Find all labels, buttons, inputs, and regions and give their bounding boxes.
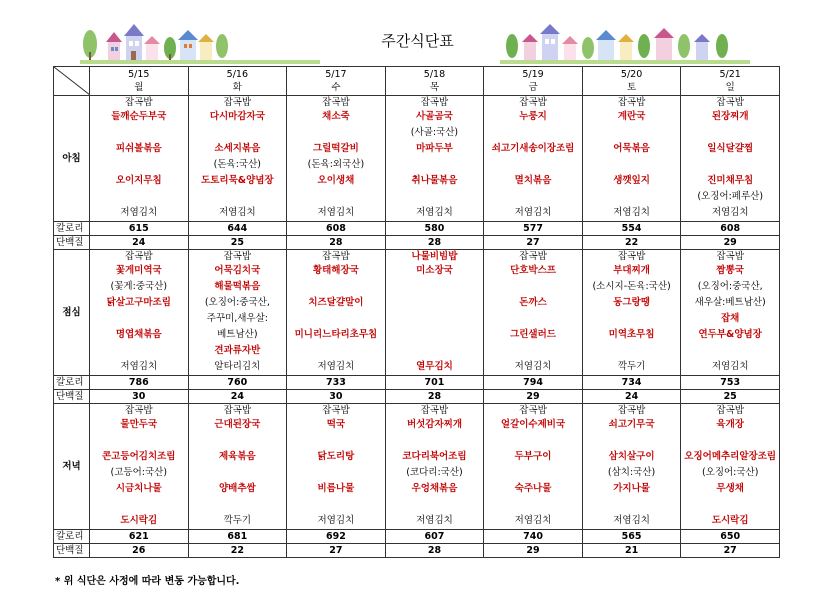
menu-item: 오이생채 bbox=[317, 175, 355, 186]
protein-value: 30 bbox=[287, 390, 386, 404]
menu-item bbox=[484, 157, 582, 173]
meal-label: 아침 bbox=[54, 96, 90, 222]
menu-cell bbox=[188, 250, 287, 376]
menu-item: 어묵김치국 bbox=[214, 265, 261, 276]
menu-item bbox=[189, 497, 287, 513]
menu-item: 저염김치 bbox=[514, 361, 552, 372]
day-header bbox=[681, 67, 780, 96]
menu-item bbox=[386, 295, 484, 311]
menu-item: (오징어:페루산) bbox=[697, 191, 764, 202]
calories-label: 칼로리 bbox=[54, 376, 90, 390]
menu-item bbox=[189, 125, 287, 141]
menu-item: 알타리김치 bbox=[214, 361, 261, 372]
menu-item: 멸치볶음 bbox=[514, 175, 552, 186]
menu-item: (오징어:중국산, bbox=[204, 297, 270, 308]
menu-item: 저염김치 bbox=[317, 361, 355, 372]
menu-item: 들깨순두부국 bbox=[111, 111, 167, 122]
menu-item: 저염김치 bbox=[711, 207, 749, 218]
menu-item bbox=[484, 311, 582, 327]
menu-item: 깍두기 bbox=[223, 515, 252, 526]
menu-item: 잡곡밥 bbox=[322, 251, 350, 262]
menu-item: 명엽채볶음 bbox=[115, 329, 162, 340]
menu-item bbox=[583, 343, 681, 359]
menu-cell bbox=[681, 250, 780, 376]
menu-item: 근대된장국 bbox=[214, 419, 261, 430]
meal-label: 점심 bbox=[54, 250, 90, 376]
meal-row bbox=[54, 404, 780, 530]
menu-item: 잡곡밥 bbox=[125, 405, 153, 416]
menu-item: 얼갈이수제비국 bbox=[500, 419, 566, 430]
menu-item bbox=[287, 497, 385, 513]
menu-item bbox=[583, 157, 681, 173]
menu-item bbox=[386, 279, 484, 295]
menu-item: (소시지-돈육:국산) bbox=[592, 281, 671, 292]
menu-item: 계란국 bbox=[617, 111, 646, 122]
menu-cell bbox=[681, 404, 780, 530]
menu-item: 쇠고기새송이장조림 bbox=[491, 143, 575, 154]
menu-item: 도시락김 bbox=[711, 515, 749, 526]
menu-item: 주꾸미,새우살: bbox=[206, 313, 268, 324]
day-date: 5/20 bbox=[620, 69, 643, 80]
menu-item: 치즈달걀말이 bbox=[308, 297, 364, 308]
menu-item: 단호박스프 bbox=[510, 265, 556, 276]
menu-item bbox=[583, 125, 681, 141]
menu-item: 떡국 bbox=[326, 419, 346, 430]
menu-item: 연두부&양념장 bbox=[698, 329, 762, 340]
menu-item: 잡곡밥 bbox=[519, 251, 547, 262]
menu-item: 저염김치 bbox=[711, 361, 749, 372]
menu-item bbox=[681, 125, 779, 141]
menu-item bbox=[484, 465, 582, 481]
menu-item: 오징어메추리알장조림 bbox=[684, 451, 777, 462]
menu-cell bbox=[484, 404, 583, 530]
menu-item: 새우살:베트남산) bbox=[694, 297, 766, 308]
calories-value: 692 bbox=[287, 530, 386, 544]
menu-item: 잡곡밥 bbox=[223, 251, 252, 262]
calories-value: 565 bbox=[582, 530, 681, 544]
menu-item: 도토리묵&양념장 bbox=[201, 175, 274, 186]
calories-row bbox=[54, 530, 780, 544]
menu-item: 잡곡밥 bbox=[420, 405, 449, 416]
menu-item bbox=[484, 125, 582, 141]
menu-item: 해물떡볶음 bbox=[214, 281, 261, 292]
menu-item: 미소장국 bbox=[416, 265, 453, 276]
menu-item: (오징어:국산) bbox=[701, 467, 759, 478]
menu-item bbox=[287, 465, 385, 481]
protein-value: 27 bbox=[287, 544, 386, 558]
menu-item: 잡곡밥 bbox=[223, 97, 252, 108]
menu-item bbox=[484, 497, 582, 513]
protein-value: 29 bbox=[681, 236, 780, 250]
menu-item bbox=[90, 189, 188, 205]
menu-item: 일식달걀찜 bbox=[707, 143, 754, 154]
menu-item: 삼치살구이 bbox=[608, 451, 655, 462]
calories-value: 608 bbox=[287, 222, 386, 236]
protein-value: 29 bbox=[484, 544, 583, 558]
menu-item bbox=[583, 311, 681, 327]
menu-item: 저염김치 bbox=[514, 515, 552, 526]
day-header bbox=[582, 67, 681, 96]
menu-item: 저염김치 bbox=[317, 515, 355, 526]
menu-item: 동그랑땡 bbox=[613, 297, 650, 308]
day-weekday: 화 bbox=[232, 82, 242, 93]
menu-item bbox=[583, 497, 681, 513]
menu-item: 물만두국 bbox=[120, 419, 158, 430]
day-date: 5/21 bbox=[719, 69, 741, 80]
menu-item: 잡곡밥 bbox=[125, 97, 153, 108]
menu-item: 도시락김 bbox=[120, 515, 158, 526]
menu-item bbox=[90, 157, 188, 173]
day-weekday: 월 bbox=[134, 82, 144, 93]
menu-item: 열무김치 bbox=[416, 361, 453, 372]
protein-label: 단백질 bbox=[54, 236, 90, 250]
menu-item: 비름나물 bbox=[317, 483, 355, 494]
menu-item: 닭살고구마조림 bbox=[106, 297, 171, 308]
calories-value: 621 bbox=[90, 530, 189, 544]
protein-value: 24 bbox=[188, 390, 287, 404]
protein-value: 22 bbox=[188, 544, 287, 558]
menu-item: 잡곡밥 bbox=[716, 251, 744, 262]
menu-item bbox=[386, 327, 484, 343]
meal-label: 저녁 bbox=[54, 404, 90, 530]
protein-value: 24 bbox=[582, 390, 681, 404]
menu-item: 잡채 bbox=[721, 313, 740, 324]
day-header bbox=[385, 67, 484, 96]
menu-cell bbox=[582, 96, 681, 222]
menu-item bbox=[386, 343, 484, 359]
menu-item: 육개장 bbox=[716, 419, 744, 430]
menu-item: 그린샐러드 bbox=[510, 329, 556, 340]
menu-item: 어묵볶음 bbox=[613, 143, 650, 154]
menu-item: (오징어:중국산, bbox=[697, 281, 763, 292]
menu-item bbox=[189, 433, 287, 449]
menu-item: 깍두기 bbox=[617, 361, 646, 372]
menu-item: 무생채 bbox=[716, 483, 744, 494]
menu-item bbox=[583, 189, 681, 205]
menu-item: 마파두부 bbox=[416, 143, 453, 154]
menu-item bbox=[386, 497, 484, 513]
protein-label: 단백질 bbox=[54, 544, 90, 558]
menu-item: 저염김치 bbox=[416, 207, 453, 218]
protein-value: 28 bbox=[385, 236, 484, 250]
menu-item: 베트남산) bbox=[217, 329, 258, 340]
menu-item bbox=[484, 343, 582, 359]
menu-item: 생깻잎지 bbox=[613, 175, 650, 186]
menu-item bbox=[90, 311, 188, 327]
menu-item: (돈육:외국산) bbox=[307, 159, 365, 170]
protein-row bbox=[54, 544, 780, 558]
menu-cell bbox=[188, 96, 287, 222]
menu-item bbox=[484, 433, 582, 449]
menu-item: 오이지무침 bbox=[115, 175, 162, 186]
protein-row bbox=[54, 390, 780, 404]
protein-value: 29 bbox=[484, 390, 583, 404]
menu-item bbox=[583, 433, 681, 449]
menu-item: 잡곡밥 bbox=[322, 405, 350, 416]
menu-item: 저염김치 bbox=[120, 207, 158, 218]
menu-item: 잡곡밥 bbox=[617, 251, 646, 262]
calories-value: 608 bbox=[681, 222, 780, 236]
menu-item: 짬뽕국 bbox=[716, 265, 744, 276]
day-date: 5/15 bbox=[128, 69, 150, 80]
day-weekday: 토 bbox=[627, 82, 637, 93]
calories-value: 734 bbox=[582, 376, 681, 390]
menu-item: (사골:국산) bbox=[410, 127, 459, 138]
day-header bbox=[188, 67, 287, 96]
menu-item: 버섯감자찌개 bbox=[406, 419, 462, 430]
calories-value: 786 bbox=[90, 376, 189, 390]
calories-value: 554 bbox=[582, 222, 681, 236]
weekly-menu-table bbox=[53, 66, 780, 558]
day-weekday: 목 bbox=[429, 82, 440, 93]
menu-item bbox=[386, 433, 484, 449]
menu-item bbox=[287, 433, 385, 449]
menu-item bbox=[90, 433, 188, 449]
menu-item: (돈육:국산) bbox=[213, 159, 261, 170]
protein-value: 22 bbox=[582, 236, 681, 250]
menu-cell bbox=[90, 96, 189, 222]
menu-cell bbox=[385, 96, 484, 222]
menu-item: 사골곰국 bbox=[416, 111, 453, 122]
protein-value: 27 bbox=[681, 544, 780, 558]
menu-item: (삼치:국산) bbox=[607, 467, 656, 478]
menu-item: 쇠고기무국 bbox=[608, 419, 655, 430]
menu-item bbox=[386, 157, 484, 173]
menu-cell bbox=[484, 250, 583, 376]
menu-item bbox=[189, 465, 287, 481]
menu-item bbox=[484, 189, 582, 205]
menu-item bbox=[287, 279, 385, 295]
menu-item bbox=[90, 497, 188, 513]
calories-value: 681 bbox=[188, 530, 287, 544]
menu-item bbox=[287, 311, 385, 327]
menu-item: 된장찌개 bbox=[711, 111, 749, 122]
menu-item: 잡곡밥 bbox=[617, 405, 646, 416]
menu-item: (고등어:국산) bbox=[110, 467, 168, 478]
day-weekday: 수 bbox=[331, 82, 341, 93]
menu-item: 저염김치 bbox=[317, 207, 355, 218]
menu-item bbox=[484, 279, 582, 295]
menu-item bbox=[287, 125, 385, 141]
menu-item: 잡곡밥 bbox=[125, 251, 153, 262]
menu-item: 잡곡밥 bbox=[617, 97, 646, 108]
menu-cell bbox=[287, 404, 386, 530]
corner-cell bbox=[54, 67, 90, 96]
meal-row bbox=[54, 96, 780, 222]
menu-item bbox=[681, 343, 779, 359]
menu-item: 제육볶음 bbox=[218, 451, 256, 462]
protein-value: 28 bbox=[385, 390, 484, 404]
protein-value: 25 bbox=[681, 390, 780, 404]
calories-row bbox=[54, 222, 780, 236]
menu-item: (코다리:국산) bbox=[406, 467, 463, 478]
menu-item: 저염김치 bbox=[514, 207, 552, 218]
menu-item: 시금치나물 bbox=[115, 483, 162, 494]
menu-item: 콘고등어김치조림 bbox=[102, 451, 176, 462]
calories-value: 760 bbox=[188, 376, 287, 390]
menu-item: 숙주나물 bbox=[514, 483, 552, 494]
menu-item: 진미채무침 bbox=[707, 175, 754, 186]
page-title: 주간식단표 bbox=[381, 32, 454, 50]
footnote: * 위 식단은 사정에 따라 변동 가능합니다. bbox=[55, 576, 240, 587]
menu-item: 잡곡밥 bbox=[716, 97, 744, 108]
day-date: 5/17 bbox=[325, 69, 347, 80]
menu-item: 저염김치 bbox=[416, 515, 453, 526]
meal-row bbox=[54, 250, 780, 376]
menu-item: 잡곡밥 bbox=[519, 97, 547, 108]
menu-item: 채소죽 bbox=[322, 111, 350, 122]
menu-item: 저염김치 bbox=[613, 515, 650, 526]
menu-item bbox=[386, 189, 484, 205]
menu-cell bbox=[287, 96, 386, 222]
protein-label: 단백질 bbox=[54, 390, 90, 404]
calories-value: 580 bbox=[385, 222, 484, 236]
calories-value: 794 bbox=[484, 376, 583, 390]
protein-value: 28 bbox=[385, 544, 484, 558]
protein-value: 27 bbox=[484, 236, 583, 250]
menu-item: 코다리북어조림 bbox=[402, 451, 467, 462]
day-weekday: 금 bbox=[528, 82, 538, 93]
menu-item: 두부구이 bbox=[514, 451, 552, 462]
protein-value: 24 bbox=[90, 236, 189, 250]
protein-value: 25 bbox=[188, 236, 287, 250]
calories-value: 701 bbox=[385, 376, 484, 390]
menu-item bbox=[90, 343, 188, 359]
menu-item bbox=[681, 157, 779, 173]
menu-item: 취나물볶음 bbox=[411, 175, 458, 186]
menu-item: 저염김치 bbox=[613, 207, 650, 218]
menu-item bbox=[386, 311, 484, 327]
calories-row bbox=[54, 376, 780, 390]
menu-item: 돈까스 bbox=[519, 297, 547, 308]
menu-item bbox=[681, 497, 779, 513]
menu-cell bbox=[582, 404, 681, 530]
menu-item bbox=[681, 433, 779, 449]
menu-item bbox=[90, 125, 188, 141]
menu-item: 미니리느타리초무침 bbox=[294, 329, 378, 340]
menu-item bbox=[287, 189, 385, 205]
menu-item: 피쉬볼볶음 bbox=[115, 143, 162, 154]
protein-row bbox=[54, 236, 780, 250]
day-date: 5/18 bbox=[423, 69, 446, 80]
calories-label: 칼로리 bbox=[54, 530, 90, 544]
menu-item: 잡곡밥 bbox=[420, 97, 449, 108]
calories-value: 577 bbox=[484, 222, 583, 236]
menu-item: 꽃게미역국 bbox=[115, 265, 162, 276]
day-header bbox=[90, 67, 189, 96]
calories-value: 753 bbox=[681, 376, 780, 390]
calories-value: 650 bbox=[681, 530, 780, 544]
menu-item bbox=[189, 189, 287, 205]
menu-item: 견과류자반 bbox=[214, 345, 261, 356]
calories-value: 733 bbox=[287, 376, 386, 390]
menu-item: 부대찌개 bbox=[613, 265, 650, 276]
calories-label: 칼로리 bbox=[54, 222, 90, 236]
menu-cell bbox=[582, 250, 681, 376]
menu-item: 소세지볶음 bbox=[214, 143, 261, 154]
menu-item: 가지나물 bbox=[613, 483, 650, 494]
menu-item: 양배추쌈 bbox=[218, 483, 256, 494]
menu-item: 미역초무침 bbox=[608, 329, 655, 340]
menu-item: 누룽지 bbox=[519, 111, 547, 122]
menu-item: 다시마감자국 bbox=[209, 111, 265, 122]
day-date: 5/16 bbox=[226, 69, 249, 80]
menu-cell bbox=[385, 250, 484, 376]
menu-item: 잡곡밥 bbox=[716, 405, 744, 416]
calories-value: 607 bbox=[385, 530, 484, 544]
menu-cell bbox=[90, 250, 189, 376]
header-row bbox=[54, 67, 780, 96]
menu-item: 우엉채볶음 bbox=[411, 483, 458, 494]
day-weekday: 일 bbox=[725, 82, 735, 93]
menu-cell bbox=[385, 404, 484, 530]
menu-item: (꽃게:중국산) bbox=[110, 281, 168, 292]
protein-value: 28 bbox=[287, 236, 386, 250]
menu-item bbox=[287, 343, 385, 359]
day-date: 5/19 bbox=[522, 69, 544, 80]
calories-value: 740 bbox=[484, 530, 583, 544]
menu-item: 잡곡밥 bbox=[519, 405, 547, 416]
menu-item: 나물비빔밥 bbox=[411, 251, 458, 262]
calories-value: 644 bbox=[188, 222, 287, 236]
protein-value: 30 bbox=[90, 390, 189, 404]
protein-value: 26 bbox=[90, 544, 189, 558]
menu-cell bbox=[188, 404, 287, 530]
menu-item: 저염김치 bbox=[120, 361, 158, 372]
day-header bbox=[484, 67, 583, 96]
menu-item: 황태해장국 bbox=[312, 265, 359, 276]
menu-item: 닭도리탕 bbox=[317, 451, 355, 462]
protein-value: 21 bbox=[582, 544, 681, 558]
menu-cell bbox=[681, 96, 780, 222]
calories-value: 615 bbox=[90, 222, 189, 236]
menu-cell bbox=[90, 404, 189, 530]
menu-item: 잡곡밥 bbox=[223, 405, 252, 416]
day-header bbox=[287, 67, 386, 96]
menu-item: 잡곡밥 bbox=[322, 97, 350, 108]
menu-item: 그릴떡갈비 bbox=[312, 143, 359, 154]
menu-item: 저염김치 bbox=[218, 207, 256, 218]
menu-cell bbox=[287, 250, 386, 376]
menu-cell bbox=[484, 96, 583, 222]
village-banner-right bbox=[500, 22, 750, 64]
